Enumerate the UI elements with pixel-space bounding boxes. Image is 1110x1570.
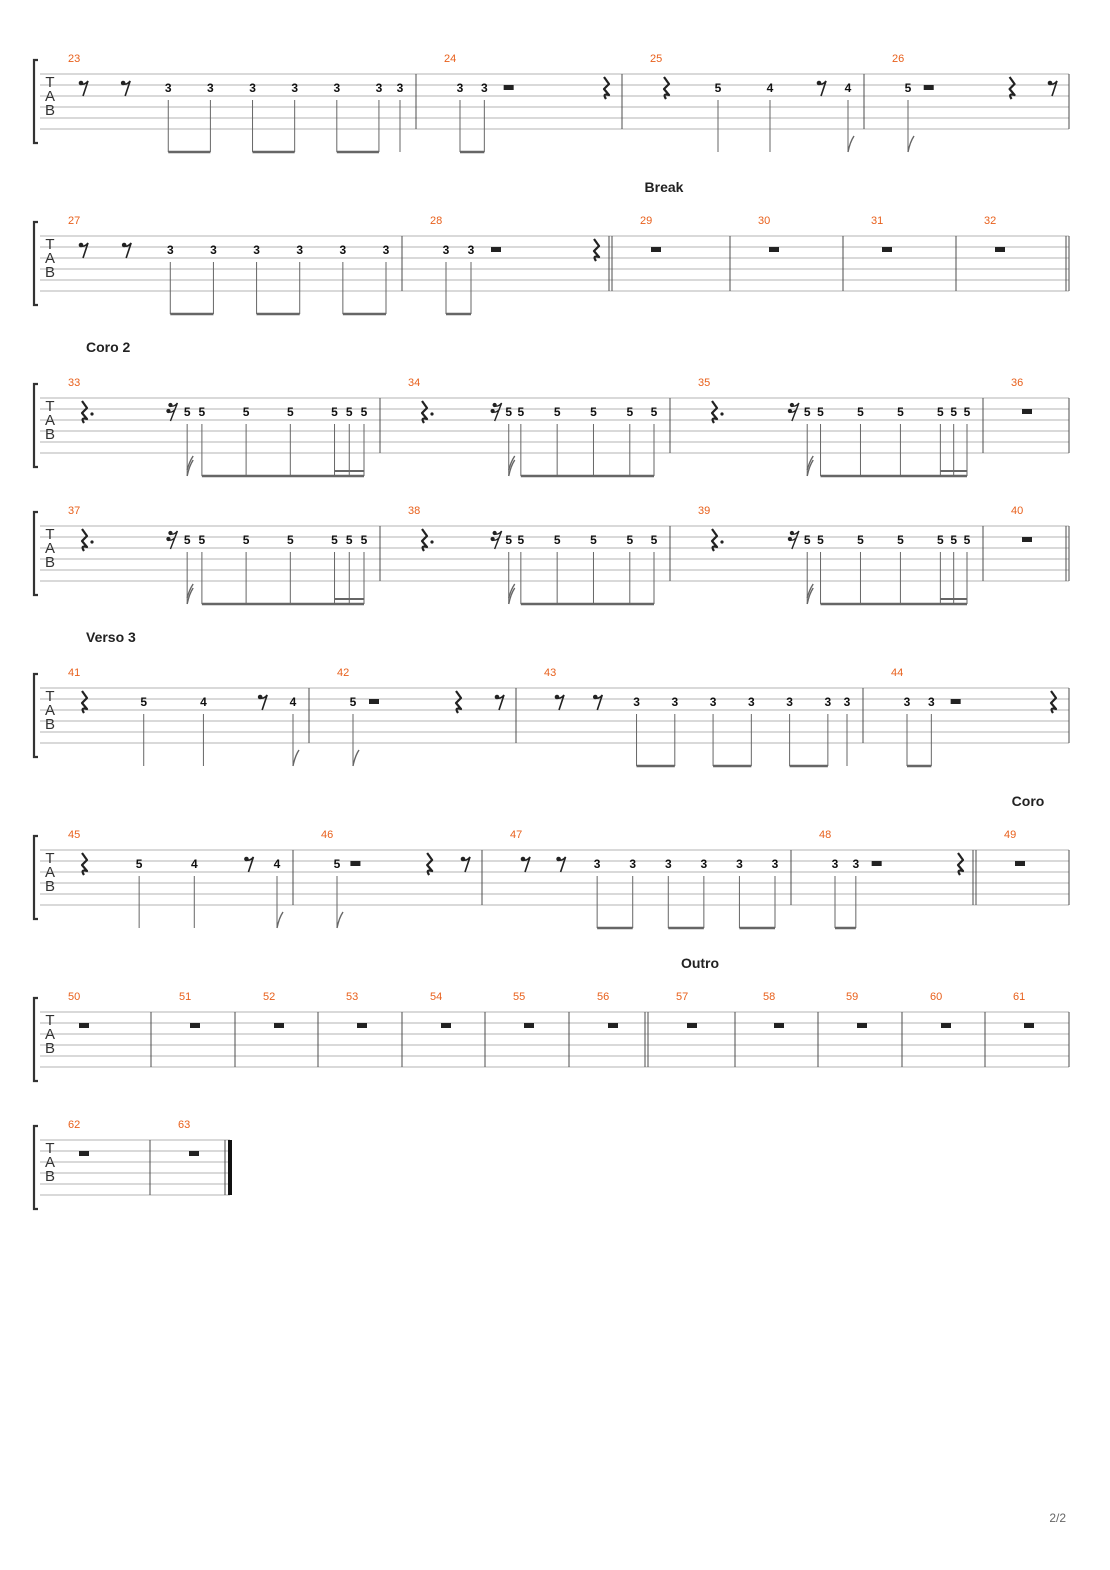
measure	[819, 829, 976, 928]
measure-number: 24	[444, 53, 457, 65]
measure-number: 30	[758, 215, 771, 227]
rest-1	[441, 1023, 451, 1028]
fret-number: 5	[963, 405, 971, 419]
measure-number: 27	[68, 215, 81, 227]
fret-number: 5	[590, 533, 597, 547]
rest-8	[555, 695, 564, 710]
fret-number: 5	[517, 533, 525, 547]
fret-number: 3	[903, 695, 911, 709]
rest-1	[608, 1023, 618, 1028]
tab-clef-letter: T	[45, 1012, 55, 1029]
fret-number: 3	[843, 695, 851, 709]
tab-clef-letter: T	[45, 688, 55, 705]
fret-number: 3	[747, 695, 755, 709]
fret-number: 3	[382, 243, 390, 257]
note-flag	[509, 584, 515, 598]
rest-1	[857, 1023, 867, 1028]
measure-number: 42	[337, 667, 350, 679]
system-bracket	[34, 512, 38, 595]
measure-number: 58	[763, 991, 776, 1003]
fret-number: 3	[210, 243, 217, 257]
measure-number: 29	[640, 215, 653, 227]
measure-number: 49	[1004, 829, 1017, 841]
fret-number: 5	[517, 405, 525, 419]
fret-number: 3	[164, 81, 172, 95]
system-bracket	[34, 222, 38, 305]
tab-clef-letter: B	[44, 1040, 56, 1057]
rest-1	[79, 1151, 89, 1156]
tab-clef-letter: A	[44, 1154, 56, 1171]
measure-number: 47	[510, 829, 523, 841]
note-flag	[908, 136, 914, 152]
measure-number: 33	[68, 377, 81, 389]
system-bracket	[34, 60, 38, 143]
measure-number: 26	[892, 53, 905, 65]
measure	[698, 377, 983, 476]
fret-number: 5	[626, 533, 634, 547]
rest-1	[524, 1023, 534, 1028]
fret-number: 3	[736, 857, 743, 871]
rest-16	[788, 531, 799, 549]
rest-16	[788, 403, 799, 421]
fret-number: 5	[505, 533, 513, 547]
fret-number: 5	[140, 695, 148, 709]
rest-8	[121, 81, 130, 96]
fret-number: 5	[817, 533, 824, 547]
fret-number: 5	[590, 405, 597, 419]
fret-number: 5	[553, 533, 561, 547]
rest-1	[995, 247, 1005, 252]
tab-clef-letter: T	[45, 398, 55, 415]
rest-1	[1022, 537, 1032, 542]
fret-number: 3	[786, 695, 793, 709]
fret-number: 5	[950, 533, 958, 547]
measure-number: 43	[544, 667, 557, 679]
note-flag	[293, 750, 299, 766]
fret-number: 3	[671, 695, 679, 709]
tab-clef-letter: T	[45, 526, 55, 543]
measure	[68, 377, 380, 476]
rest-2	[872, 861, 882, 866]
fret-number: 5	[242, 533, 250, 547]
rest-1	[274, 1023, 284, 1028]
measure-number: 39	[698, 505, 711, 517]
measure	[408, 377, 670, 476]
measure-number: 57	[676, 991, 689, 1003]
measure-number: 50	[68, 991, 81, 1003]
measure-number: 48	[819, 829, 832, 841]
note-flag	[807, 456, 813, 470]
final-barline	[228, 1140, 232, 1195]
rest-16	[491, 403, 502, 421]
tab-clef-letter: B	[44, 426, 56, 443]
system-bracket	[34, 674, 38, 757]
fret-number: 5	[650, 405, 658, 419]
fret-number: 5	[904, 81, 912, 95]
fret-number: 3	[824, 695, 832, 709]
rest-8	[521, 857, 530, 872]
rest-8	[79, 81, 88, 96]
tab-clef-letter: A	[44, 864, 56, 881]
fret-number: 5	[553, 405, 561, 419]
rest-8	[79, 243, 88, 258]
section-label: Coro 2	[86, 339, 131, 355]
fret-number: 5	[183, 405, 191, 419]
tab-clef-letter: B	[44, 716, 56, 733]
rest-1	[79, 1023, 89, 1028]
measure-number: 56	[597, 991, 610, 1003]
fret-number: 3	[249, 81, 256, 95]
rest-1	[190, 1023, 200, 1028]
rest-16	[166, 531, 177, 549]
fret-number: 5	[803, 405, 811, 419]
tab-clef-letter: T	[45, 850, 55, 867]
rest-1	[357, 1023, 367, 1028]
rest-8	[817, 81, 826, 96]
fret-number: 3	[396, 81, 404, 95]
fret-number: 3	[296, 243, 304, 257]
measure-number: 37	[68, 505, 81, 517]
measure-number: 46	[321, 829, 334, 841]
measure-number: 25	[650, 53, 663, 65]
rest-2	[951, 699, 961, 704]
rest-1	[882, 247, 892, 252]
section-label: Verso 3	[86, 629, 136, 645]
rest-2	[924, 85, 934, 90]
tab-clef-letter: A	[44, 88, 56, 105]
fret-number: 4	[766, 81, 774, 95]
measure	[892, 53, 1069, 152]
fret-number: 3	[339, 243, 347, 257]
measure-number: 54	[430, 991, 443, 1003]
fret-number: 5	[345, 405, 353, 419]
rest-1	[1022, 409, 1032, 414]
fret-number: 5	[803, 533, 811, 547]
fret-number: 4	[844, 81, 852, 95]
measure-number: 35	[698, 377, 711, 389]
rest-1	[1024, 1023, 1034, 1028]
fret-number: 5	[950, 405, 958, 419]
rest-1	[687, 1023, 697, 1028]
measure-number: 34	[408, 377, 421, 389]
fret-number: 4	[273, 857, 281, 871]
fret-number: 3	[852, 857, 860, 871]
fret-number: 3	[709, 695, 717, 709]
fret-number: 3	[831, 857, 839, 871]
rest-8	[1048, 81, 1057, 96]
note-flag	[187, 584, 193, 598]
tab-clef-letter: B	[44, 1168, 56, 1185]
page-number: 2/2	[1049, 1511, 1066, 1525]
measure	[430, 215, 612, 314]
fret-number: 3	[442, 243, 450, 257]
fret-number: 3	[375, 81, 383, 95]
measure-number: 62	[68, 1119, 81, 1131]
section-label: Coro	[1011, 793, 1045, 809]
fret-number: 4	[200, 695, 207, 709]
tab-clef-letter: T	[45, 74, 55, 91]
fret-number: 3	[253, 243, 260, 257]
fret-number: 5	[817, 405, 824, 419]
system-bracket	[34, 1126, 38, 1209]
system-bracket	[34, 384, 38, 467]
rest-1	[769, 247, 779, 252]
rest-8	[258, 695, 267, 710]
tab-clef-letter: B	[44, 554, 56, 571]
measure-number: 41	[68, 667, 81, 679]
measure-number: 36	[1011, 377, 1024, 389]
measure	[444, 53, 622, 152]
measure	[321, 829, 482, 928]
fret-number: 3	[166, 243, 174, 257]
fret-number: 5	[360, 405, 368, 419]
measure	[68, 53, 416, 152]
fret-number: 3	[593, 857, 601, 871]
fret-number: 5	[198, 405, 206, 419]
fret-number: 3	[456, 81, 464, 95]
note-flag	[509, 456, 515, 470]
fret-number: 5	[650, 533, 658, 547]
measure	[68, 829, 293, 928]
fret-number: 5	[242, 405, 250, 419]
note-flag	[848, 136, 854, 152]
fret-number: 5	[626, 405, 634, 419]
fret-number: 3	[664, 857, 672, 871]
rest-2	[369, 699, 379, 704]
fret-number: 3	[771, 857, 779, 871]
tab-system	[34, 179, 1069, 314]
fret-number: 3	[700, 857, 708, 871]
measure-number: 45	[68, 829, 81, 841]
tab-clef-letter: A	[44, 250, 56, 267]
measure-number: 28	[430, 215, 443, 227]
measure-number: 63	[178, 1119, 191, 1131]
tab-system	[34, 793, 1069, 928]
tab-system	[34, 629, 1069, 766]
fret-number: 5	[937, 533, 944, 547]
fret-number: 4	[190, 857, 198, 871]
tab-system	[34, 53, 1069, 152]
measure	[1004, 793, 1069, 905]
section-label: Outro	[680, 955, 720, 971]
measure	[544, 667, 863, 766]
rest-16	[166, 403, 177, 421]
system-bracket	[34, 998, 38, 1081]
measure	[698, 505, 983, 604]
rest-8	[244, 857, 253, 872]
rest-2	[491, 247, 501, 252]
note-flag	[353, 750, 359, 766]
fret-number: 4	[289, 695, 297, 709]
note-flag	[337, 912, 343, 928]
tab-clef-letter: T	[45, 236, 55, 253]
rest-1	[774, 1023, 784, 1028]
measure-number: 59	[846, 991, 859, 1003]
measure	[510, 829, 791, 928]
rest-8	[556, 857, 565, 872]
rest-8	[461, 857, 470, 872]
fret-number: 5	[286, 405, 294, 419]
fret-number: 5	[183, 533, 191, 547]
fret-number: 5	[505, 405, 513, 419]
fret-number: 5	[897, 533, 904, 547]
tab-clef-letter: A	[44, 540, 56, 557]
measure	[337, 667, 516, 766]
measure	[650, 53, 864, 152]
fret-number: 5	[937, 405, 944, 419]
measure-number: 55	[513, 991, 526, 1003]
measure-number: 53	[346, 991, 359, 1003]
fret-number: 5	[198, 533, 206, 547]
tab-system	[34, 955, 1069, 1081]
fret-number: 3	[291, 81, 299, 95]
fret-number: 3	[207, 81, 214, 95]
tab-clef-letter: A	[44, 702, 56, 719]
fret-number: 5	[331, 405, 338, 419]
fret-number: 3	[480, 81, 488, 95]
fret-number: 5	[857, 533, 864, 547]
section-label: Break	[644, 179, 684, 195]
fret-number: 5	[897, 405, 904, 419]
tab-system	[34, 1119, 232, 1209]
note-flag	[807, 584, 813, 598]
rest-8	[122, 243, 131, 258]
measure-number: 44	[891, 667, 904, 679]
measure-number: 52	[263, 991, 276, 1003]
fret-number: 5	[349, 695, 357, 709]
fret-number: 5	[333, 857, 341, 871]
fret-number: 5	[345, 533, 353, 547]
note-flag	[277, 912, 283, 928]
tab-clef-letter: A	[44, 1026, 56, 1043]
fret-number: 3	[633, 695, 640, 709]
measure	[68, 505, 380, 604]
measure	[68, 215, 402, 314]
measure	[640, 179, 730, 291]
fret-number: 5	[857, 405, 864, 419]
rest-8	[593, 695, 602, 710]
measure	[676, 955, 735, 1067]
rest-2	[504, 85, 514, 90]
fret-number: 3	[333, 81, 341, 95]
system-bracket	[34, 836, 38, 919]
rest-2	[350, 861, 360, 866]
fret-number: 3	[467, 243, 475, 257]
rest-1	[941, 1023, 951, 1028]
measure-number: 31	[871, 215, 884, 227]
fret-number: 3	[629, 857, 637, 871]
tab-clef-letter: T	[45, 1140, 55, 1157]
rest-1	[1015, 861, 1025, 866]
tab-system	[34, 505, 1069, 604]
note-flag	[187, 456, 193, 470]
tab-system	[34, 339, 1069, 476]
tab-clef-letter: B	[44, 878, 56, 895]
tab-clef-letter: B	[44, 102, 56, 119]
fret-number: 5	[714, 81, 722, 95]
measure-number: 23	[68, 53, 81, 65]
fret-number: 3	[927, 695, 935, 709]
measure-number: 40	[1011, 505, 1024, 517]
measure-number: 60	[930, 991, 943, 1003]
measure-number: 61	[1013, 991, 1026, 1003]
rest-1	[651, 247, 661, 252]
fret-number: 5	[360, 533, 368, 547]
fret-number: 5	[963, 533, 971, 547]
rest-1	[189, 1151, 199, 1156]
tab-clef-letter: A	[44, 412, 56, 429]
measure-number: 51	[179, 991, 192, 1003]
tab-clef-letter: B	[44, 264, 56, 281]
fret-number: 5	[331, 533, 338, 547]
rest-16	[491, 531, 502, 549]
measure	[408, 505, 670, 604]
fret-number: 5	[135, 857, 143, 871]
rest-8	[495, 695, 504, 710]
measure	[68, 667, 309, 766]
fret-number: 5	[286, 533, 294, 547]
measure-number: 38	[408, 505, 421, 517]
measure	[891, 667, 1069, 766]
measure-number: 32	[984, 215, 997, 227]
